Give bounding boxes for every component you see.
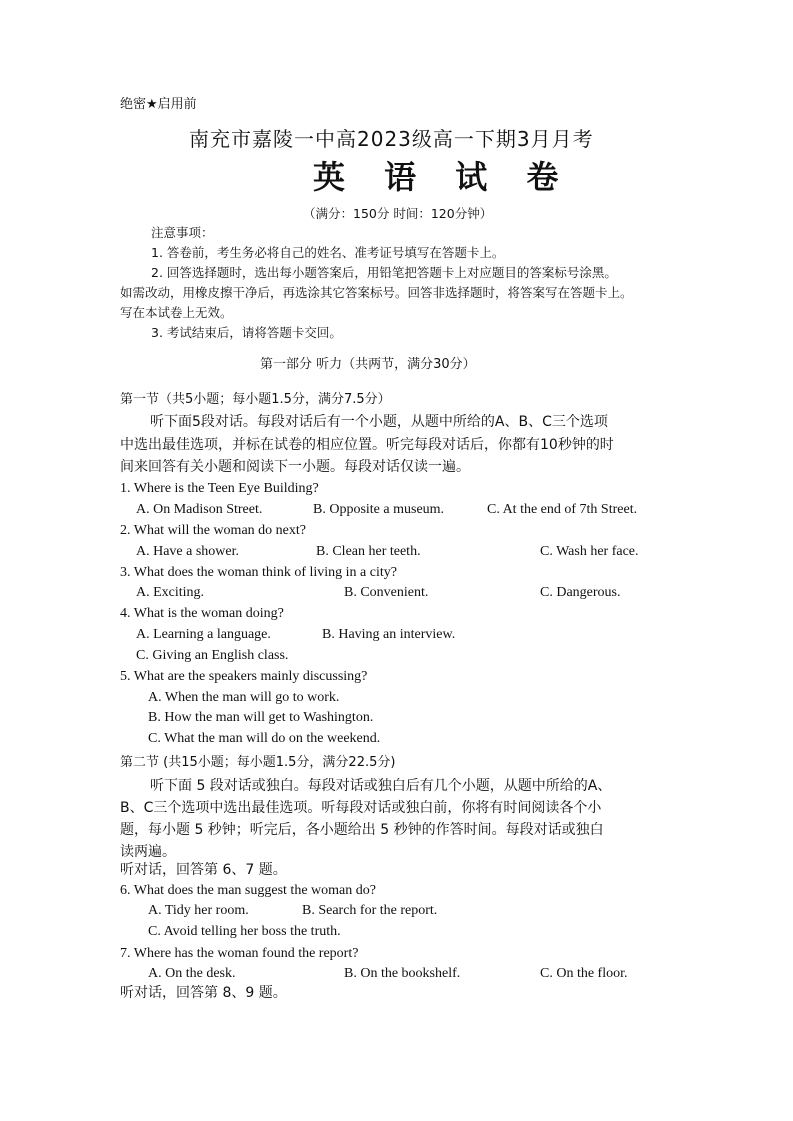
q4-option-c: C. Giving an English class.	[136, 648, 289, 663]
question-6: 6. What does the man suggest the woman do?	[120, 883, 376, 898]
q2-option-b: B. Clean her teeth.	[316, 544, 421, 559]
section2-instruction-3: 题，每小题 5 秒钟；听完后，各小题给出 5 秒钟的作答时间。每段对话或独白	[120, 822, 604, 838]
section1-instruction-1: 听下面5段对话。每段对话后有一个小题，从题中所给的A、B、C三个选项	[150, 414, 608, 430]
note-2c: 写在本试卷上无效。	[120, 305, 233, 320]
q6-option-a: A. Tidy her room.	[148, 903, 249, 918]
section2-instruction-4: 读两遍。	[120, 844, 176, 860]
subject-title: 英 语 试 卷	[313, 158, 573, 196]
q3-option-a: A. Exciting.	[136, 585, 205, 600]
section1-instruction-3: 间来回答有关小题和阅读下一小题。每段对话仅读一遍。	[120, 459, 470, 475]
q7-option-a: A. On the desk.	[148, 966, 236, 981]
section2-instruction-1: 听下面 5 段对话或独白。每段对话或独白后有几个小题，从题中所给的A、	[150, 778, 612, 794]
note-2a: 2. 回答选择题时，选出每小题答案后，用铅笔把答题卡上对应题目的答案标号涂黑。	[151, 265, 617, 280]
q5-option-c: C. What the man will do on the weekend.	[148, 731, 381, 746]
notes-title: 注意事项：	[151, 225, 214, 240]
q3-option-b: B. Convenient.	[344, 585, 429, 600]
school-title: 南充市嘉陵一中高2023级高一下期3月月考	[189, 127, 594, 151]
note-1: 1. 答卷前，考生务必将自己的姓名、准考证号填写在答题卡上。	[151, 245, 505, 260]
section2-instruction-2: B、C三个选项中选出最佳选项。听每段对话或独白前，你将有时间阅读各个小	[120, 800, 602, 816]
note-3: 3. 考试结束后，请将答题卡交回。	[151, 325, 342, 340]
q5-option-a: A. When the man will go to work.	[148, 690, 340, 705]
score-time: （满分：150分 时间：120分钟）	[303, 206, 493, 221]
q1-option-c: C. At the end of 7th Street.	[487, 502, 638, 517]
listen-instruction-8-9: 听对话，回答第 8、9 题。	[120, 985, 287, 1001]
section1-title: 第一节（共5小题；每小题1.5分，满分7.5分）	[120, 392, 391, 407]
question-3: 3. What does the woman think of living in a city?	[120, 565, 397, 580]
q1-option-a: A. On Madison Street.	[136, 502, 263, 517]
q1-option-b: B. Opposite a museum.	[313, 502, 445, 517]
q2-option-a: A. Have a shower.	[136, 544, 240, 559]
listen-instruction-6-7: 听对话，回答第 6、7 题。	[120, 862, 287, 878]
question-2: 2. What will the woman do next?	[120, 523, 306, 538]
question-5: 5. What are the speakers mainly discussing?	[120, 669, 368, 684]
q3-option-c: C. Dangerous.	[540, 585, 621, 600]
question-7: 7. Where has the woman found the report?	[120, 946, 359, 961]
part1-title: 第一部分 听力（共两节，满分30分）	[260, 357, 476, 372]
q6-option-c: C. Avoid telling her boss the truth.	[148, 924, 341, 939]
q4-option-b: B. Having an interview.	[322, 627, 456, 642]
q4-option-a: A. Learning a language.	[136, 627, 271, 642]
q6-option-b: B. Search for the report.	[302, 903, 438, 918]
section1-instruction-2: 中选出最佳选项，并标在试卷的相应位置。听完每段对话后，你都有10秒钟的时	[120, 437, 614, 453]
q2-option-c: C. Wash her face.	[540, 544, 639, 559]
q7-option-c: C. On the floor.	[540, 966, 628, 981]
section2-title: 第二节 (共15小题；每小题1.5分，满分22.5分)	[120, 755, 396, 770]
note-2b: 如需改动，用橡皮擦干净后，再选涂其它答案标号。回答非选择题时，将答案写在答题卡上。	[120, 285, 633, 300]
q7-option-b: B. On the bookshelf.	[344, 966, 461, 981]
secret-label: 绝密★启用前	[120, 97, 197, 112]
question-4: 4. What is the woman doing?	[120, 606, 284, 621]
question-1: 1. Where is the Teen Eye Building?	[120, 481, 319, 496]
q5-option-b: B. How the man will get to Washington.	[148, 710, 374, 725]
